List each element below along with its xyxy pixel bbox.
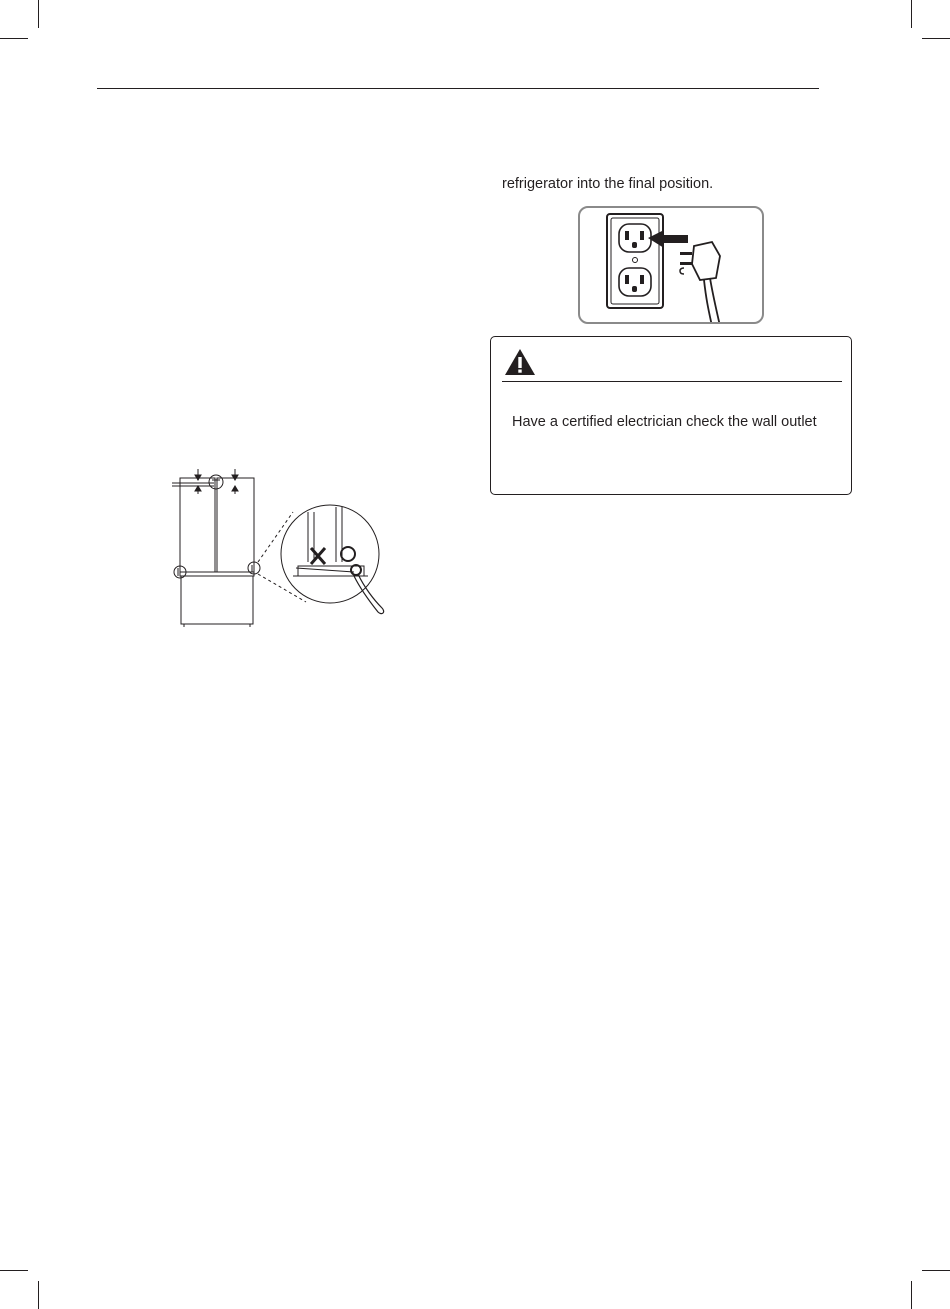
- warning-divider: [502, 381, 842, 382]
- warning-triangle-icon: [503, 347, 537, 377]
- crop-mark: [38, 1281, 39, 1309]
- warning-text: Have a certified electrician check the wall outlet: [512, 414, 817, 430]
- warning-box: [490, 336, 852, 495]
- crop-mark: [911, 1281, 912, 1309]
- crop-mark: [0, 1270, 28, 1271]
- crop-mark: [922, 1270, 950, 1271]
- instruction-text: refrigerator into the final position.: [502, 176, 714, 192]
- outlet-illustration: [578, 206, 764, 324]
- refrigerator-illustration: [168, 462, 398, 632]
- crop-mark: [911, 0, 912, 28]
- crop-mark: [922, 38, 950, 39]
- crop-mark: [0, 38, 28, 39]
- crop-mark: [38, 0, 39, 28]
- header-rule: [97, 88, 819, 89]
